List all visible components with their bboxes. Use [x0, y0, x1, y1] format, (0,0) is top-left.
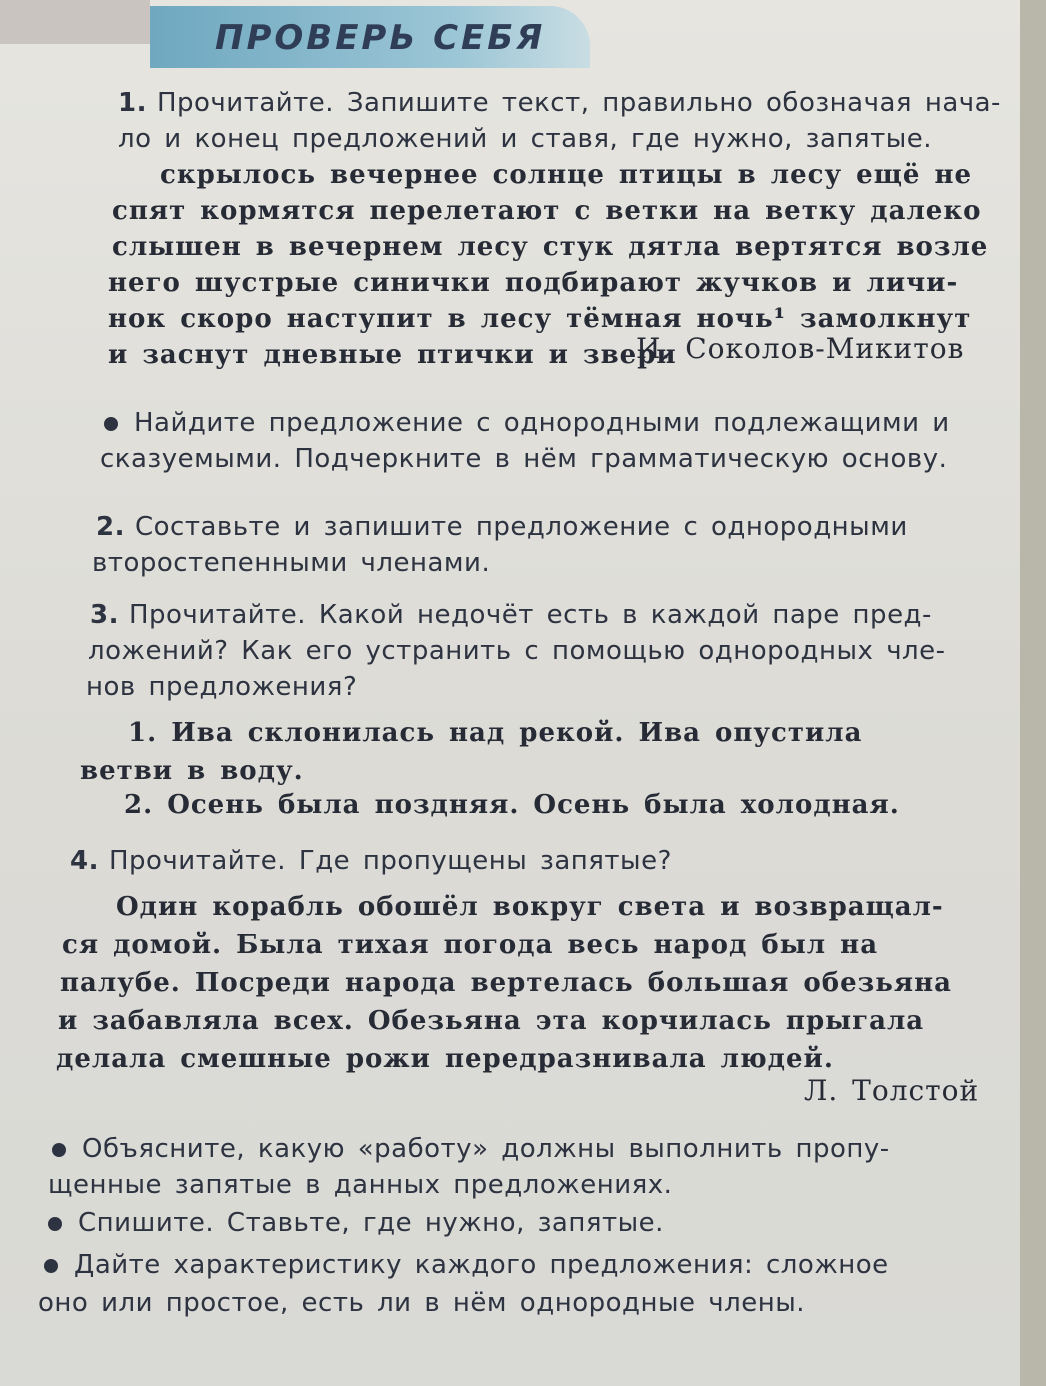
task1-bullet-line1: Найдите предложение с однородными подлежащими и — [104, 408, 950, 438]
task4-number: 4. — [70, 846, 99, 876]
task1-number: 1. — [118, 88, 147, 118]
task1-text-line1: скрылось вечернее солнце птицы в лесу ещё не — [160, 160, 973, 190]
task4-author: Л. Толстой — [804, 1074, 980, 1107]
page-title: ПРОВЕРЬ СЕБЯ — [215, 18, 546, 58]
task3-instruction-line3: нов предложения? — [86, 672, 358, 702]
task4-text-line2: ся домой. Была тихая погода весь народ был на — [62, 930, 879, 960]
task2-number: 2. — [96, 512, 125, 542]
bullet-dot — [104, 417, 118, 431]
task3-example-line1: 1. Ива склонилась над рекой. Ива опустила — [128, 718, 863, 748]
task3-example-line2: ветви в воду. — [80, 756, 304, 786]
task1-text-line4: него шустрые синички подбирают жучков и личи- — [108, 268, 959, 298]
task1-bullet-line2: сказуемыми. Подчеркните в нём грамматическую основу. — [100, 444, 948, 474]
task4-text-line3: палубе. Посреди народа вертелась большая обезьяна — [60, 968, 952, 998]
task4-instruction: 4. Прочитайте. Где пропущены запятые? — [70, 846, 672, 876]
task4-text-line4: и забавляла всех. Обезьяна эта корчилась прыгала — [58, 1006, 925, 1036]
bullet-dot — [52, 1143, 66, 1157]
task4-bullet1-line1: Объясните, какую «работу» должны выполнить пропу- — [52, 1134, 890, 1164]
task3-example-line3: 2. Осень была поздняя. Осень была холодная. — [124, 790, 900, 820]
task4-bullet3-line2: оно или простое, есть ли в нём однородные члены. — [38, 1288, 806, 1318]
task3-instruction-line1: 3. Прочитайте. Какой недочёт есть в каждой паре пред- — [90, 600, 932, 630]
task1-text-line6: и заснут дневные птички и звери — [108, 340, 677, 370]
task4-text-line1: Один корабль обошёл вокруг света и возвращал- — [116, 892, 944, 922]
bullet-dot — [48, 1217, 62, 1231]
task4-text-line5: делала смешные рожи передразнивала людей. — [56, 1044, 834, 1074]
task4-bullet1-line2: щенные запятые в данных предложениях. — [48, 1170, 673, 1200]
task1-author: И. Соколов-Микитов — [636, 332, 965, 365]
task3-instruction-line2: ложений? Как его устранить с помощью однородных чле- — [88, 636, 946, 666]
task1-text-line3: слышен в вечернем лесу стук дятла вертятся возле — [112, 232, 989, 262]
page-corner — [0, 0, 150, 44]
task1-text-line5: нок скоро наступит в лесу тёмная ночь¹ замолкнут — [108, 304, 972, 334]
page-edge — [1020, 0, 1046, 1386]
bullet-dot — [44, 1259, 58, 1273]
task1-text-line2: спят кормятся перелетают с ветки на ветку далеко — [112, 196, 982, 226]
task3-number: 3. — [90, 600, 119, 630]
task4-bullet2: Спишите. Ставьте, где нужно, запятые. — [48, 1208, 664, 1238]
task2-instruction-line2: второстепенными членами. — [92, 548, 491, 578]
task4-bullet3-line1: Дайте характеристику каждого предложения: сложное — [44, 1250, 889, 1280]
task2-instruction-line1: 2. Составьте и запишите предложение с однородными — [96, 512, 908, 542]
task1-instruction-line2: ло и конец предложений и ставя, где нужно, запятые. — [118, 124, 933, 154]
task1-instruction-line1: 1. Прочитайте. Запишите текст, правильно обозначая нача- — [118, 88, 1001, 118]
